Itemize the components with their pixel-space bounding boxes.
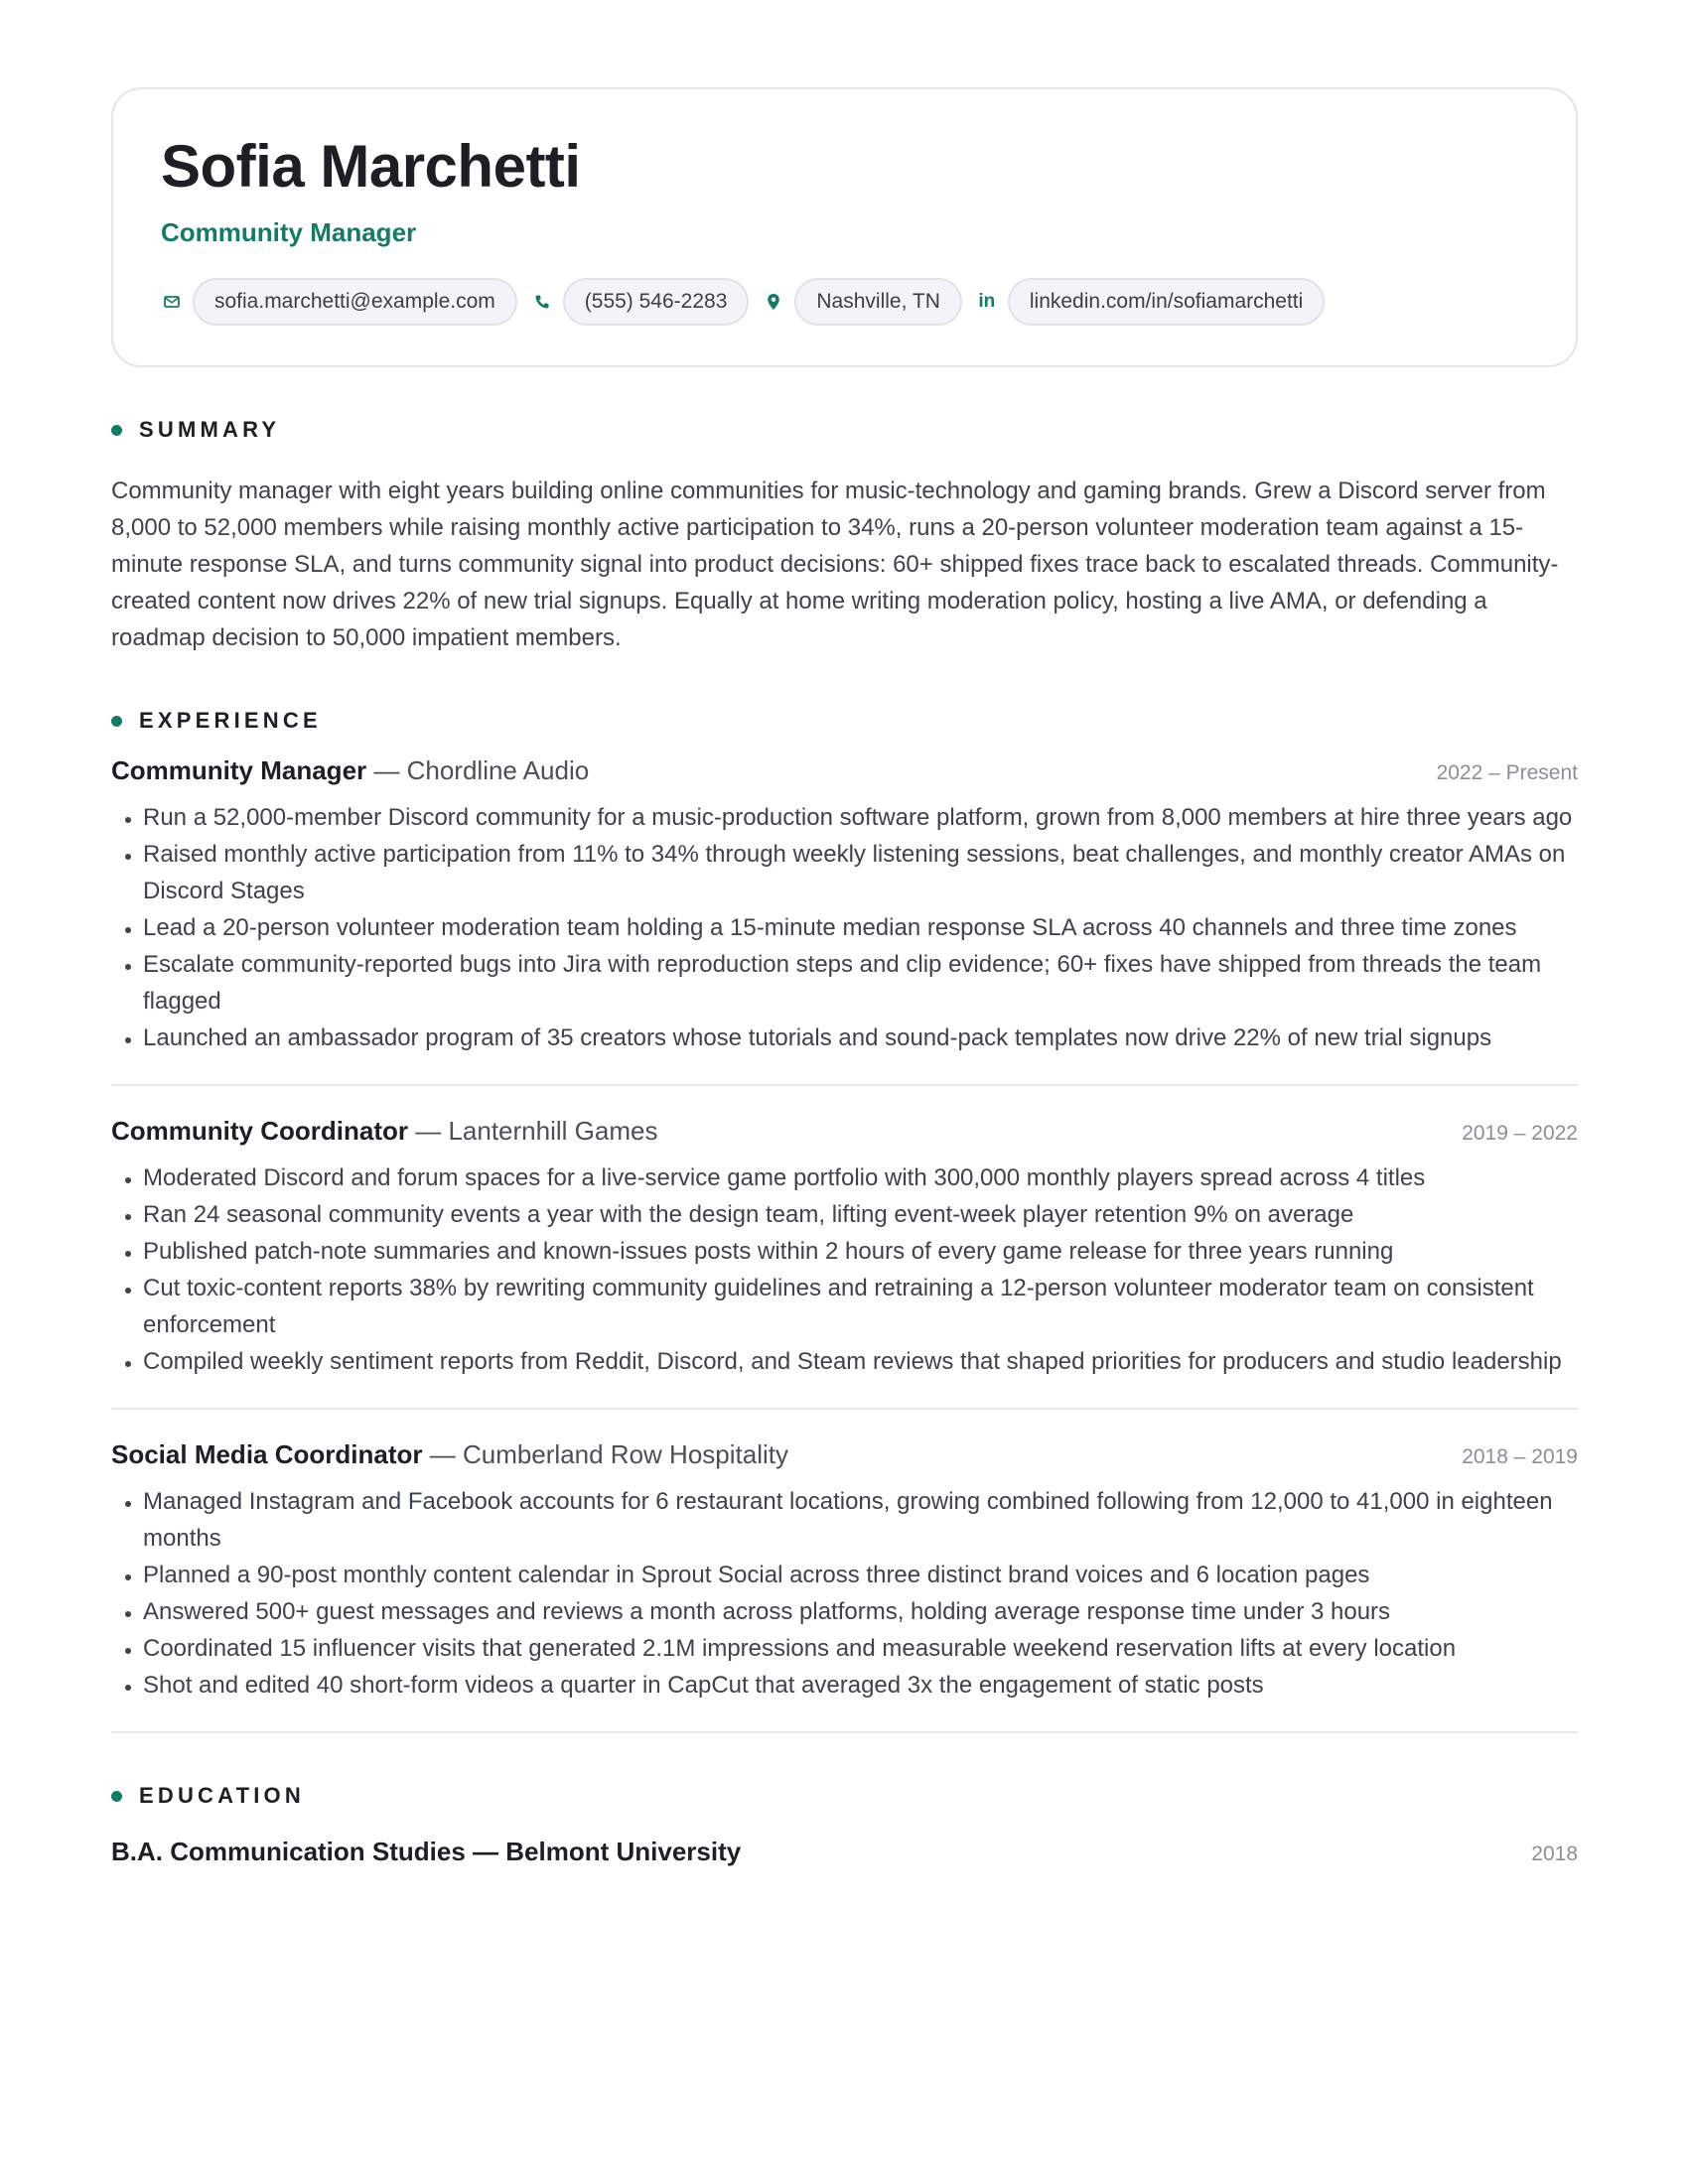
bullet-item: • Compiled weekly sentiment reports from Reddit, Discord, and Steam reviews that shaped priorities for producers and studio leadership [143,1343,1578,1380]
education-title: EDUCATION [139,1783,305,1808]
job-divider [111,1731,1578,1733]
job-bullets [111,1160,1578,1380]
mail-icon [161,291,183,313]
summary-heading [111,417,1578,443]
header-card [111,87,1578,367]
job-separator: — [422,1439,463,1469]
candidate-title: Community Manager [161,217,417,247]
bullet-item: • Coordinated 15 influencer visits that generated 2.1M impressions and measurable weekend reservation lifts at every location [143,1630,1578,1667]
bullet-item: • Planned a 90-post monthly content calendar in Sprout Social across three distinct brand voices and 6 location pages [143,1557,1578,1593]
phone-pill[interactable]: (555) 546-2283 [563,278,750,326]
bullet-item: • Managed Instagram and Facebook accounts for 6 restaurant locations, growing combined following from 12,000 to 41,000 in eighteen months [143,1483,1578,1557]
job-entry [111,1114,1578,1410]
job-title-line [111,1114,657,1148]
job-entry [111,753,1578,1086]
email-pill[interactable]: sofia.marchetti@example.com [193,278,517,326]
bullet-item: • Published patch-note summaries and known-issues posts within 2 hours of every game release for three years running [143,1233,1578,1270]
degree-line: B.A. Communication Studies — Belmont University [111,1837,742,1866]
job-company: Chordline Audio [406,755,590,785]
experience-heading [111,708,1578,734]
job-header [111,1437,1578,1471]
job-company: Lanternhill Games [448,1116,658,1146]
location-pin-icon [763,291,784,313]
job-dates: 2019 – 2022 [1462,1122,1578,1145]
job-separator: — [366,755,407,785]
job-title-line [111,753,589,787]
job-dates: 2018 – 2019 [1462,1445,1578,1468]
bullet-item: • Raised monthly active participation from 11% to 34% through weekly listening sessions, beat challenges, and monthly creator AMAs on Discord Stages [143,836,1578,909]
contact-list [161,278,1528,326]
bullet-item: • Lead a 20-person volunteer moderation team holding a 15-minute median response SLA across 40 channels and three time zones [143,909,1578,946]
bullet-item: • Cut toxic-content reports 38% by rewriting community guidelines and retraining a 12-person volunteer moderator team on consistent enforcement [143,1270,1578,1343]
job-divider [111,1084,1578,1086]
bullet-item: • Escalate community-reported bugs into Jira with reproduction steps and clip evidence; 60+ fixes have shipped from threads the team flagged [143,946,1578,1020]
bullet-item: • Shot and edited 40 short-form videos a quarter in CapCut that averaged 3x the engagement of static posts [143,1667,1578,1704]
summary-title: SUMMARY [139,417,281,442]
linkedin-pill[interactable]: linkedin.com/in/sofiamarchetti [1008,278,1325,326]
linkedin-icon: in [978,291,996,312]
candidate-name: Sofia Marchetti [161,133,581,200]
phone-icon [531,291,553,313]
job-title-line [111,1437,788,1471]
job-dates: 2022 – Present [1436,761,1578,784]
contact-phone [531,278,750,326]
education-year: 2018 [1531,1843,1578,1865]
job-header [111,1114,1578,1148]
bullet-item: • Launched an ambassador program of 35 creators whose tutorials and sound-pack templates now drive 22% of new trial signups [143,1020,1578,1056]
job-bullets [111,799,1578,1056]
contact-email [161,278,517,326]
job-separator: — [408,1116,449,1146]
education-heading [111,1783,1578,1809]
job-bullets [111,1483,1578,1704]
job-header [111,753,1578,787]
education-entry [111,1837,1578,1867]
contact-linkedin [976,278,1325,326]
job-company: Cumberland Row Hospitality [462,1439,788,1469]
job-title: Community Manager [111,755,367,785]
bullet-item: • Run a 52,000-member Discord community for a music-production software platform, grown from 8,000 members at hire three years ago [143,799,1578,836]
job-entry [111,1437,1578,1733]
section-bullet-dot [111,716,122,727]
job-title: Community Coordinator [111,1116,408,1146]
resume-page [111,87,1578,1867]
bullet-item: • Answered 500+ guest messages and reviews a month across platforms, holding average response time under 3 hours [143,1593,1578,1630]
section-bullet-dot [111,1791,122,1802]
bullet-item: • Moderated Discord and forum spaces for a live-service game portfolio with 300,000 monthly players spread across 4 titles [143,1160,1578,1196]
bullet-item: • Ran 24 seasonal community events a year with the design team, lifting event-week player retention 9% on average [143,1196,1578,1233]
job-divider [111,1408,1578,1410]
contact-location [763,278,961,326]
experience-title: EXPERIENCE [139,708,322,733]
section-bullet-dot [111,425,122,436]
location-pill: Nashville, TN [794,278,961,326]
summary-text: Community manager with eight years building online communities for music-technology and gaming brands. Grew a Discord server from 8,000 to 52,000 members while raising monthly active participation to 34%, runs a 20-person volunteer moderation team against a 15-minute response SLA, and turns community signal into product decisions: 60+ shipped fixes trace back to escalated threads. Community-created content now drives 22% of new trial signups. Equally at home writing moderation policy, hosting a live AMA, or defending a roadmap decision to 50,000 impatient members. [111,478,1559,651]
job-title: Social Media Coordinator [111,1439,423,1469]
